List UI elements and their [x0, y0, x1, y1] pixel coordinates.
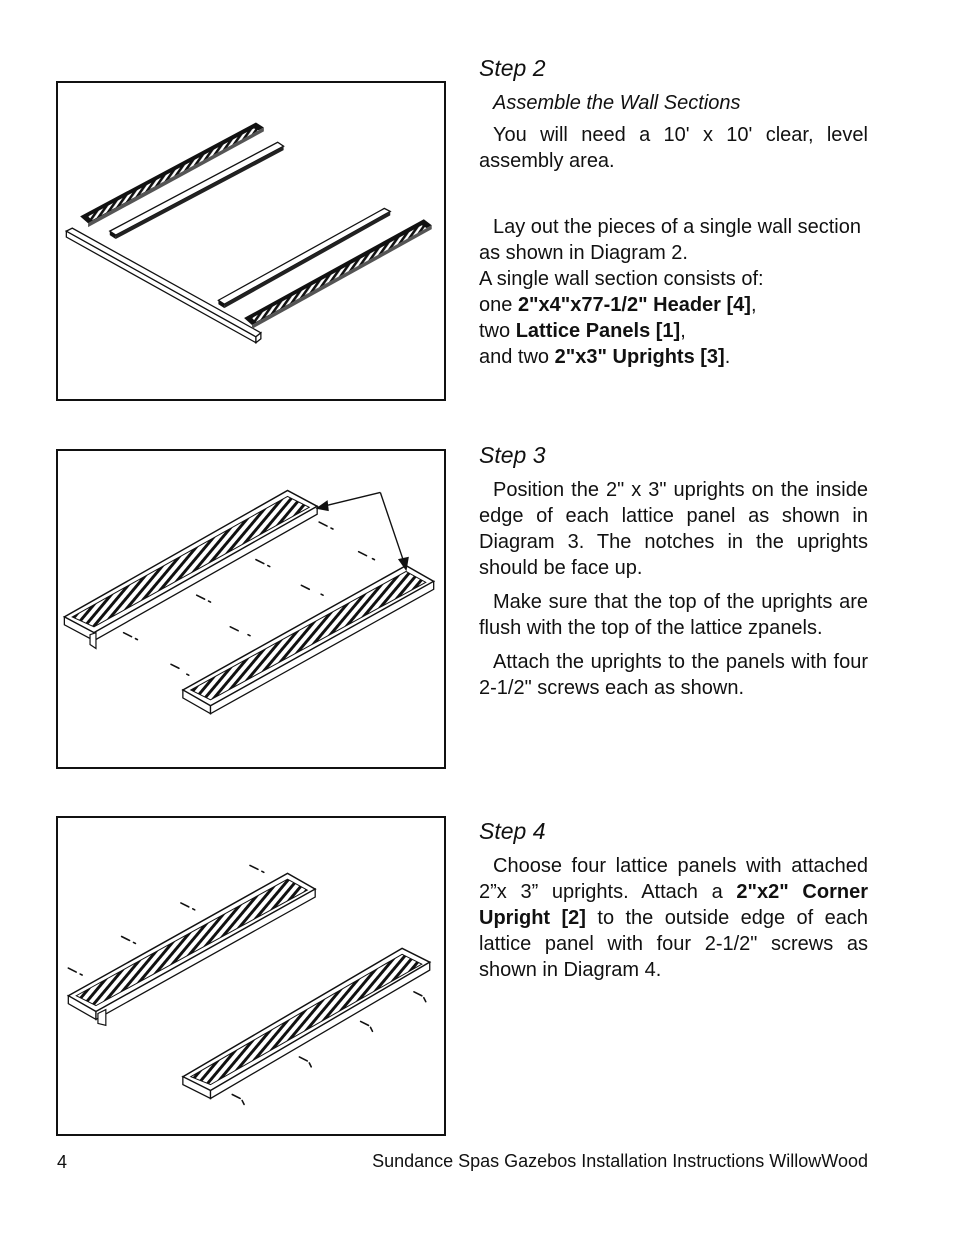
pointer-arrow	[317, 492, 408, 569]
lattice-panel	[183, 566, 434, 714]
diagram-4-frame	[56, 816, 446, 1136]
header-board	[66, 228, 261, 343]
step-3-paragraph-3: Attach the uprights to the panels with four 2-1/2" screws each as shown.	[479, 651, 868, 699]
step-2-line-uprights: and two 2"x3" Uprights [3].	[479, 346, 731, 368]
step-3-paragraph-2: Make sure that the top of the uprights are flush with the top of the lattice zpanels.	[479, 591, 868, 639]
lattice-panel	[68, 873, 315, 1025]
lattice-panel	[183, 948, 430, 1098]
step-2-title: Step 2	[479, 55, 546, 81]
step-2-paragraph-1: You will need a 10' x 10' clear, level assembly area.	[479, 124, 868, 172]
footer-text: Sundance Spas Gazebos Installation Instructions WillowWood	[372, 1151, 868, 1171]
step-2-subtitle: Assemble the Wall Sections	[493, 92, 741, 114]
step-3-section	[479, 441, 868, 709]
step-2-line-header: one 2"x4"x77-1/2" Header [4],	[479, 294, 757, 316]
step-3-title: Step 3	[479, 442, 546, 468]
diagram-3-frame	[56, 449, 446, 769]
step-4-title: Step 4	[479, 818, 546, 844]
diagram-2	[58, 83, 444, 399]
diagram-3	[58, 451, 444, 767]
step-4-paragraph: Choose four lattice panels with attached 2”x 3” uprights. Attach a 2"x2" Corner Upright [2] to the outside edge of each lattice panel with four 2-1/2" screws as shown in Diagram 4.	[479, 855, 869, 981]
step-2-line-consists: A single wall section consists of:	[479, 268, 764, 290]
lattice-panel	[64, 491, 317, 649]
step-3-paragraph-1: Position the 2" x 3" uprights on the inside edge of each lattice panel as shown in Diagram 3. The notches in the uprights should be face up.	[479, 479, 868, 579]
diagram-2-frame	[56, 81, 446, 401]
diagram-4	[58, 818, 444, 1134]
page-number: 4	[57, 1152, 68, 1172]
step-2-line-lattice: two Lattice Panels [1],	[479, 320, 686, 342]
step-2-paragraph-2	[479, 214, 868, 370]
step-4-section	[479, 817, 868, 991]
step-2-line-layout: Lay out the pieces of a single wall section as shown in Diagram 2.	[479, 216, 861, 264]
step-2-section	[479, 54, 868, 370]
